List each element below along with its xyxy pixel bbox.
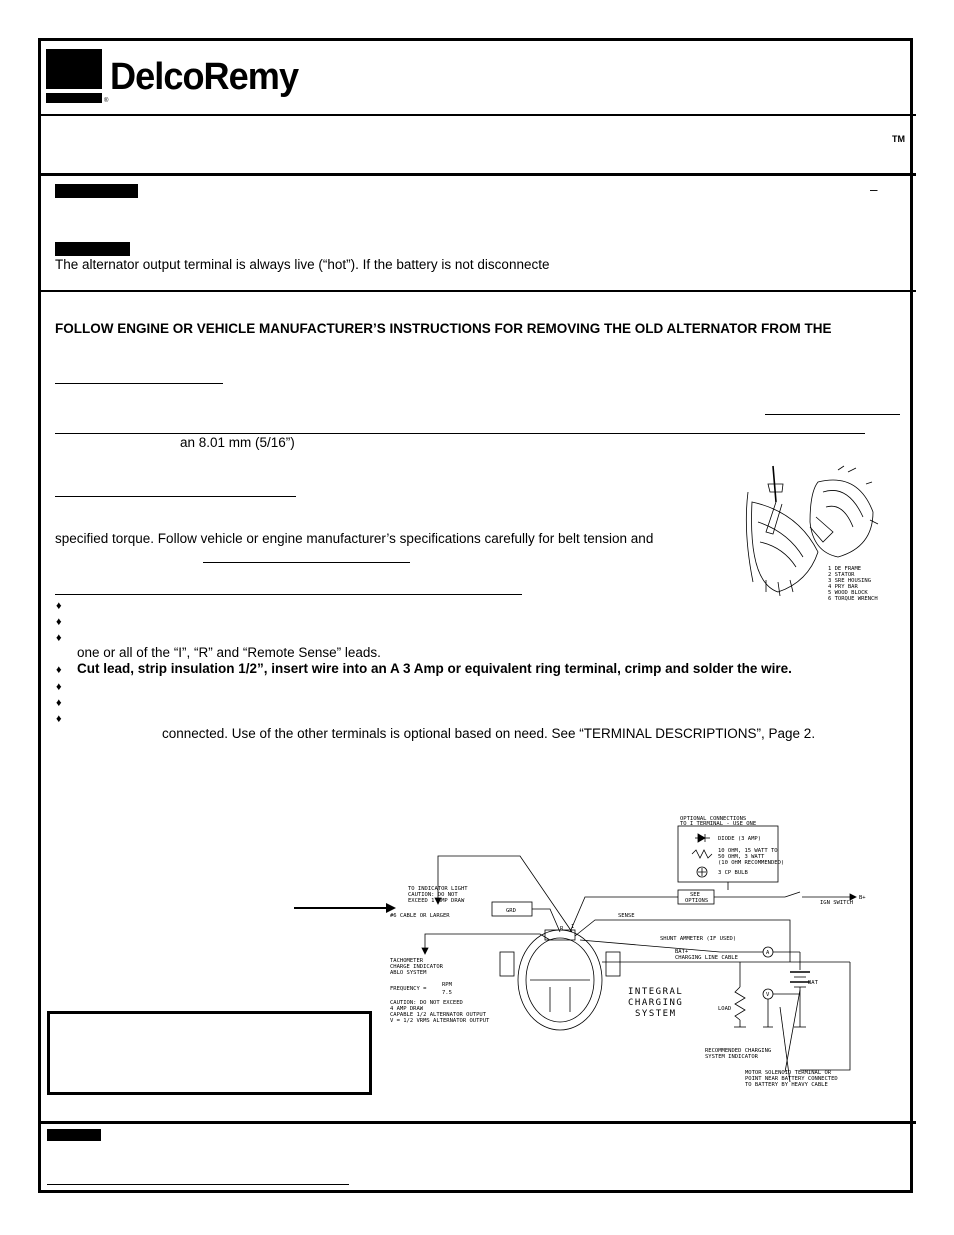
lbl-caution-1: CAUTION: DO NOT EXCEED [390, 1000, 463, 1006]
section-heading: FOLLOW ENGINE OR VEHICLE MANUFACTURER’S INSTRUCTIONS FOR REMOVING THE OLD ALTERNATOR FROM THE [55, 321, 832, 336]
lbl-bulb: 3 CP BULB [718, 870, 748, 876]
callout-box [47, 1011, 372, 1095]
cut-lead-text: Cut lead, strip insulation 1/2”, insert wire into an A 3 Amp or equivalent ring terminal, crimp and solder the wire. [77, 661, 792, 676]
lbl-motor-1: MOTOR SOLENOID TERMINAL OR [745, 1070, 832, 1076]
torque-figure-drawing [746, 466, 878, 596]
torque-legend [828, 566, 878, 602]
lbl-frequency: FREQUENCY = [390, 986, 427, 992]
pulley-size-text: an 8.01 mm (5/16”) [180, 435, 295, 450]
legend-2: 2 STATOR [828, 572, 855, 578]
lbl-divisor: 7.5 [442, 990, 452, 996]
lbl-bat: BAT [808, 980, 818, 986]
lbl-indicator-3: EXCEED 1 AMP DRAW [408, 898, 465, 904]
lbl-ammeter: A [766, 950, 770, 956]
connected-text: connected. Use of the other terminals is optional based on need. See “TERMINAL DESCRIPTIONS”, Page 2. [162, 726, 816, 741]
lbl-integral-1: INTEGRAL [628, 987, 684, 997]
warning-text: The alternator output terminal is always live (“hot”). If the battery is not disconnecte [55, 257, 550, 272]
trademark-mark: TM [892, 134, 905, 144]
lbl-resistor-2: 50 OHM, 3 WATT [718, 854, 765, 860]
lbl-tach-2: CHARGE INDICATOR [390, 964, 443, 970]
lbl-caution-4: V = 1/2 VRMS ALTERNATOR OUTPUT [390, 1018, 490, 1024]
legend-3: 3 SRE HOUSING [828, 578, 872, 584]
lbl-resistor-3: (10 OHM RECOMMENDED) [718, 860, 785, 866]
integral-label [628, 987, 683, 1019]
lbl-grd: GRD [506, 908, 516, 914]
lbl-charging: CHARGING LINE CABLE [675, 955, 738, 961]
bullet-4: ♦ [56, 664, 62, 676]
lbl-optional-2: TO I TERMINAL - USE ONE [680, 821, 757, 827]
lbl-cable: #6 CABLE OR LARGER [390, 913, 450, 919]
underline-step-2a [765, 414, 900, 415]
lbl-rpm: RPM [442, 982, 452, 988]
lbl-tach-1: TACHOMETER [390, 958, 424, 964]
bullet-1: ♦ [56, 600, 62, 612]
lbl-motor-3: TO BATTERY BY HEAVY CABLE [745, 1082, 828, 1088]
lbl-see-2: OPTIONS [685, 898, 709, 904]
underline-step-2b [55, 433, 865, 434]
legend-5: 5 WOOD BLOCK [828, 590, 868, 596]
lbl-batplus: BAT+ [675, 949, 689, 955]
torque-text: specified torque. Follow vehicle or engine manufacturer’s specifications carefully for belt tension and [55, 531, 654, 546]
lbl-load: LOAD [718, 1006, 732, 1012]
lbl-term-r: R [560, 926, 564, 932]
lbl-tach-3: ABLO SYSTEM [390, 970, 427, 976]
lbl-sense: SENSE [618, 913, 635, 919]
redacted-warning-label [55, 242, 130, 256]
logo-stripe [46, 89, 102, 93]
divider-footer [38, 1121, 916, 1124]
footer-underline [47, 1184, 349, 1185]
lbl-resistor-1: 10 OHM, 15 WATT TO [718, 848, 778, 854]
lbl-ign: IGN SWITCH [820, 900, 854, 906]
underline-step-4 [203, 562, 410, 563]
divider-notice [38, 290, 916, 292]
divider-title [38, 173, 916, 176]
lbl-voltmeter: V [766, 992, 770, 998]
lbl-recommended-2: SYSTEM INDICATOR [705, 1054, 758, 1060]
lbl-term-i: I [571, 924, 575, 930]
lbl-integral-2: CHARGING [628, 998, 684, 1008]
registered-mark: ® [104, 98, 109, 104]
torque-figure [738, 462, 886, 608]
lbl-caution-3: CAPABLE 1/2 ALTERNATOR OUTPUT [390, 1012, 487, 1018]
lbl-see-1: SEE [690, 892, 700, 898]
delco-logo-mark [46, 49, 102, 103]
lbl-optional-1: OPTIONAL CONNECTIONS [680, 816, 747, 822]
lbl-motor-2: POINT NEAR BATTERY CONNECTED [745, 1076, 838, 1082]
brand-wordmark: DelcoRemy [110, 56, 299, 98]
lbl-caution-2: 4 AMP DRAW [390, 1006, 424, 1012]
bullet-3: ♦ [56, 632, 62, 644]
redacted-caution-label [55, 184, 138, 198]
underline-step-5 [55, 594, 522, 595]
underline-step-3 [55, 496, 296, 497]
bullet-2: ♦ [56, 616, 62, 628]
underline-step-1 [55, 383, 223, 384]
lead-text: one or all of the “I”, “R” and “Remote Sense” leads. [77, 645, 381, 660]
lbl-recommended-1: RECOMMENDED CHARGING [705, 1048, 772, 1054]
lbl-bplus: B+ [859, 895, 866, 901]
wiring-diagram [380, 812, 880, 1102]
bullet-6: ♦ [56, 697, 62, 709]
legend-1: 1 DE FRAME [828, 566, 862, 572]
divider-header [38, 114, 916, 116]
lbl-integral-3: SYSTEM [635, 1009, 677, 1019]
lbl-diode: DIODE (3 AMP) [718, 836, 762, 842]
bullet-7: ♦ [56, 713, 62, 725]
lbl-indicator-2: CAUTION: DO NOT [408, 892, 458, 898]
legend-4: 4 PRY BAR [828, 584, 858, 590]
lbl-indicator-1: TO INDICATOR LIGHT [408, 886, 468, 892]
legend-6: 6 TORQUE WRENCH [828, 596, 878, 602]
lbl-shunt: SHUNT AMMETER (IF USED) [660, 936, 737, 942]
redacted-note-label [47, 1129, 101, 1141]
notice-dash: – [870, 182, 878, 197]
bullet-5: ♦ [56, 681, 62, 693]
